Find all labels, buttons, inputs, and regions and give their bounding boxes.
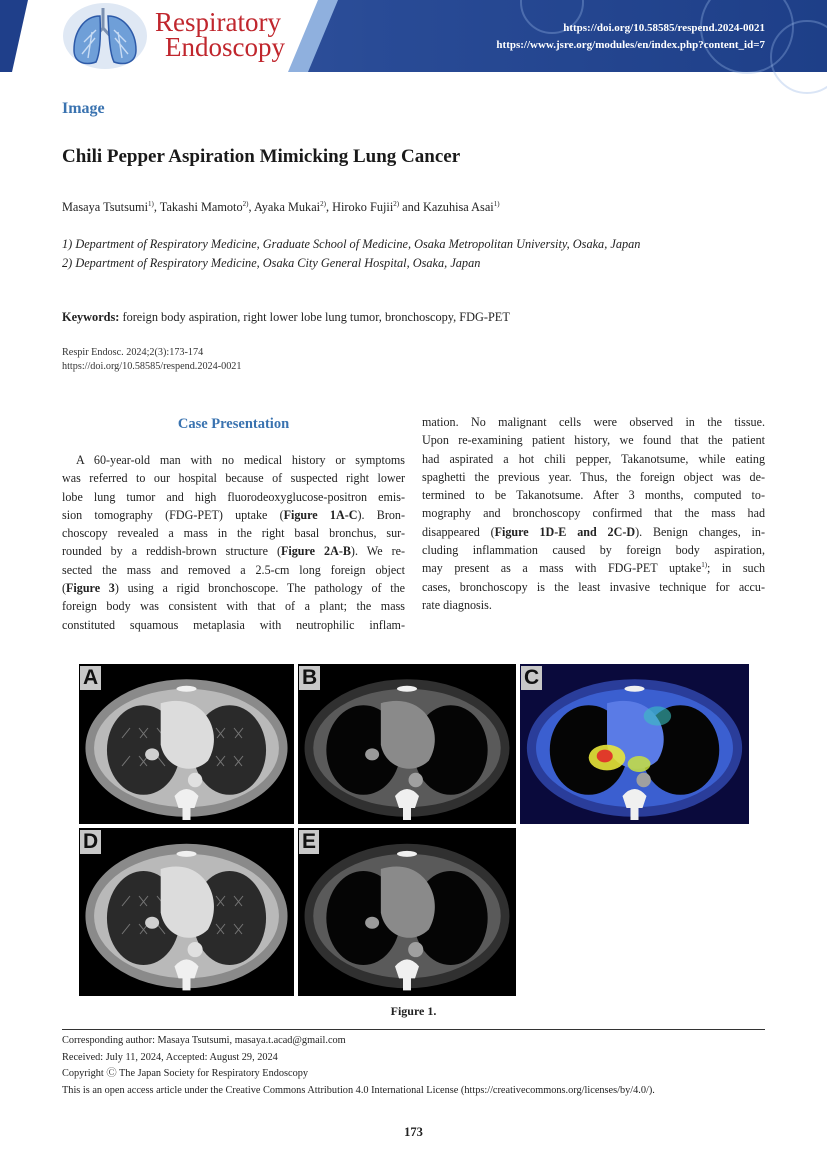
right-column-line bbox=[422, 559, 765, 577]
author-affiliation-mark: 1) bbox=[493, 200, 500, 208]
citation-doi[interactable]: https://doi.org/10.58585/respend.2024-0021 bbox=[62, 361, 242, 372]
received-dates: Received: July 11, 2024, Accepted: August 29, 2024 bbox=[62, 1051, 278, 1063]
affiliation: 1) Department of Respiratory Medicine, Graduate School of Medicine, Osaka Metropolitan University, Osaka, Japan bbox=[62, 237, 641, 251]
figure-reference[interactable]: Figure 1D-E and 2C-D bbox=[494, 524, 636, 539]
figure-panel-e bbox=[298, 828, 516, 996]
keywords-text: foreign body aspiration, right lower lobe lung tumor, bronchoscopy, FDG-PET bbox=[122, 310, 510, 324]
right-column-line bbox=[422, 413, 765, 431]
journal-title bbox=[155, 7, 285, 62]
text-run: constituted squamous metaplasia with neutrophilic inflam- bbox=[62, 617, 405, 632]
figure-panel-c bbox=[520, 664, 749, 824]
ct-mediastinal-window-image bbox=[298, 664, 516, 824]
journal-title-line1: Respiratory bbox=[155, 7, 281, 37]
left-column-line bbox=[62, 488, 405, 506]
author-list bbox=[62, 200, 500, 215]
right-column-line bbox=[422, 596, 765, 614]
body-column-left bbox=[62, 451, 405, 634]
text-run: cases, bronchoscopy is the least invasive technique for accu- bbox=[422, 579, 765, 594]
figure-1 bbox=[79, 664, 749, 996]
citation-text: Respir Endosc. 2024;2(3):173-174 bbox=[62, 347, 204, 358]
ct-lung-window-image bbox=[79, 664, 294, 824]
right-column-line bbox=[422, 578, 765, 596]
figure-reference[interactable]: Figure 2A-B bbox=[281, 544, 351, 559]
journal-site-link[interactable]: https://www.jsre.org/modules/en/index.php?content_id=7 bbox=[496, 39, 765, 51]
right-column-line bbox=[422, 468, 765, 486]
text-run: ) using a rigid bronchoscope. The pathology of the bbox=[114, 581, 406, 596]
right-column-line bbox=[422, 431, 765, 449]
right-column-line bbox=[422, 504, 765, 522]
author-affiliation-mark: 2) bbox=[393, 200, 400, 208]
right-column-line bbox=[422, 541, 765, 559]
author-name: Takashi Mamoto bbox=[159, 200, 243, 215]
text-run: rate diagnosis. bbox=[422, 597, 492, 612]
text-run: rounded by a reddish-brown structure ( bbox=[62, 544, 281, 559]
keywords-label: Keywords: bbox=[62, 310, 120, 324]
corresponding-author: Corresponding author: Masaya Tsutsumi, masaya.t.acad@gmail.com bbox=[62, 1035, 346, 1046]
doi-link[interactable]: https://doi.org/10.58585/respend.2024-0021 bbox=[563, 22, 765, 34]
copyright-notice: Copyright Ⓒ The Japan Society for Respiratory Endoscopy bbox=[62, 1068, 309, 1079]
pet-ct-fusion-image bbox=[520, 664, 749, 824]
affiliation: 2) Department of Respiratory Medicine, Osaka City General Hospital, Osaka, Japan bbox=[62, 256, 481, 270]
text-run: was referred to our hospital because of suspected right lower bbox=[62, 471, 405, 486]
left-column-line bbox=[62, 506, 405, 524]
figure-caption: Figure 1. bbox=[390, 1004, 437, 1018]
ct-lung-window-image bbox=[79, 828, 294, 996]
author-separator: , bbox=[153, 200, 160, 215]
lung-icon bbox=[62, 2, 148, 70]
license-notice: This is an open access article under the Creative Commons Attribution 4.0 International License (https://creativecommons.org/licenses/by/4.0/). bbox=[62, 1084, 655, 1096]
left-column-line bbox=[62, 524, 405, 542]
left-column-line bbox=[62, 597, 405, 615]
author-affiliation-mark: 2) bbox=[242, 200, 249, 208]
figure-reference[interactable]: Figure 3 bbox=[66, 581, 115, 596]
text-run: ). Bron- bbox=[357, 507, 405, 522]
left-column-line bbox=[62, 579, 405, 597]
figure-panel-label: A bbox=[80, 666, 101, 690]
reference-mark[interactable]: 1) bbox=[701, 561, 708, 570]
left-column-line bbox=[62, 616, 405, 634]
section-heading: Case Presentation bbox=[177, 416, 290, 432]
figure-panel-d bbox=[79, 828, 294, 996]
citation-block bbox=[62, 346, 242, 374]
journal-title-line2: Endoscopy bbox=[165, 32, 285, 62]
affiliation-list bbox=[62, 235, 640, 273]
header-links bbox=[496, 20, 765, 54]
figure-panel-label: E bbox=[299, 830, 319, 854]
text-run: had aspirated a hot chili pepper, Takanotsume, while eating bbox=[422, 451, 765, 466]
text-run: mation. No malignant cells were observed in the tissue. bbox=[422, 415, 765, 429]
left-column-line bbox=[62, 561, 405, 579]
page-number: 173 bbox=[404, 1125, 423, 1139]
author-affiliation-mark: 1) bbox=[148, 200, 154, 208]
text-run: mography and bronchoscopy confirmed that the mass had bbox=[422, 506, 765, 521]
figure-panel-label: D bbox=[80, 830, 101, 854]
left-column-line bbox=[62, 469, 405, 487]
figure-reference[interactable]: Figure 1A-C bbox=[283, 507, 358, 522]
author-separator: , bbox=[325, 200, 333, 215]
text-run: ( bbox=[62, 581, 67, 596]
text-run: sected the mass and removed a 2.5-cm long foreign object bbox=[62, 562, 405, 577]
journal-header bbox=[0, 0, 827, 72]
text-run: foreign body was consistent with that of a plant; the mass bbox=[62, 599, 405, 614]
text-run: ). Benign changes, in- bbox=[635, 524, 765, 539]
text-run: may present as a mass with FDG-PET uptake bbox=[422, 561, 702, 576]
author-affiliation-mark: 2) bbox=[320, 200, 326, 208]
body-column-right bbox=[422, 413, 765, 614]
author-name: Hiroko Fujii bbox=[332, 200, 394, 215]
ct-mediastinal-window-image bbox=[298, 828, 516, 996]
keywords bbox=[62, 310, 510, 325]
text-run: Upon re-examining patient history, we found that the patient bbox=[422, 433, 765, 448]
footer-divider bbox=[62, 1029, 765, 1030]
figure-panel-label: B bbox=[299, 666, 320, 690]
text-run: spaghetti the previous year. Thus, the foreign object was de- bbox=[422, 469, 765, 484]
text-run: cluding inflammation caused by foreign body aspiration, bbox=[422, 543, 765, 558]
left-column-line bbox=[62, 451, 405, 469]
text-run: A 60-year-old man with no medical history or symptoms bbox=[76, 453, 405, 467]
footer-notes bbox=[62, 1033, 655, 1099]
text-run: disappeared ( bbox=[422, 524, 495, 539]
article-type: Image bbox=[62, 100, 105, 117]
author-name: Kazuhisa Asai bbox=[423, 200, 494, 215]
author-separator: , bbox=[248, 200, 254, 215]
left-column-line bbox=[62, 542, 405, 560]
article-title: Chili Pepper Aspiration Mimicking Lung Cancer bbox=[62, 146, 461, 167]
right-column-line bbox=[422, 450, 765, 468]
right-column-line bbox=[422, 486, 765, 504]
author-name: Ayaka Mukai bbox=[253, 200, 321, 215]
right-column-line bbox=[422, 523, 765, 541]
text-run: termined to be Takanotsume. After 3 months, computed to- bbox=[422, 488, 765, 503]
text-run: lobe lung tumor and high fluorodeoxyglucose-positron emis- bbox=[62, 489, 405, 504]
author-name: Masaya Tsutsumi bbox=[62, 200, 149, 215]
figure-panel-b bbox=[298, 664, 516, 824]
text-run: ; in such bbox=[707, 561, 766, 576]
text-run: choscopy revealed a mass in the right basal bronchus, sur- bbox=[62, 526, 405, 541]
text-run: sion tomography (FDG-PET) uptake ( bbox=[62, 507, 284, 522]
figure-panel-a bbox=[79, 664, 294, 824]
text-run: ). We re- bbox=[350, 544, 406, 559]
figure-panel-label: C bbox=[521, 666, 542, 690]
author-separator: and bbox=[399, 200, 423, 215]
